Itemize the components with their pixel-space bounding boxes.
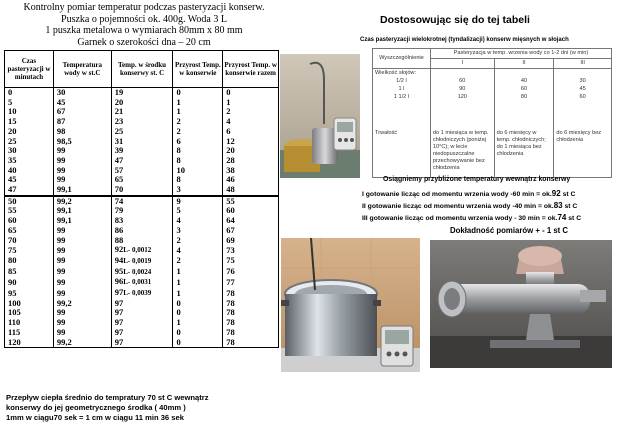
cell-value: 12 [226, 135, 235, 146]
cell-value: 65 [8, 224, 17, 235]
cell-increase [173, 267, 223, 278]
cell-value: 99,2 [56, 336, 72, 347]
cell-value: 1 [176, 106, 181, 117]
lethality-value: L- 0,0012 [123, 246, 152, 255]
table-row [5, 117, 279, 127]
table-row [5, 318, 279, 328]
val-2-1: 90 [459, 86, 466, 92]
table-row [5, 236, 279, 246]
cell-value: 95 [8, 287, 17, 298]
table-row [5, 185, 279, 196]
cell-value: 97 [114, 336, 124, 347]
cell-value: 67 [56, 106, 66, 117]
cell-value: 99 [56, 317, 66, 328]
measurement-accuracy: Dokładność pomiarów + - 1 st C [450, 226, 569, 235]
table-row [5, 88, 279, 98]
cell-value: 25 [8, 135, 17, 146]
cell-value: 60 [226, 205, 235, 216]
cell-value: 0 [176, 297, 181, 308]
header-line-4: Garnek o szerokości dna – 20 cm [77, 36, 211, 48]
cell-time [5, 256, 54, 267]
cell-value: 99,1 [56, 205, 72, 216]
size-3: 1 1/2 l [393, 94, 410, 100]
size-1: 1/2 l [396, 78, 407, 84]
cell-value: 0 [226, 87, 231, 97]
size-label: Wielkość słojów: [375, 70, 417, 76]
table-row [5, 245, 279, 256]
cell-time [5, 185, 54, 196]
cell-value: 78 [226, 307, 235, 318]
val-2-3: 45 [579, 86, 586, 92]
table-row [5, 196, 279, 207]
table-row [5, 299, 279, 309]
cell-value: 74 [114, 195, 124, 206]
header-line-3: 1 puszka metalowa o wymiarach 80mm x 80 mm [45, 25, 243, 36]
result-3-roman: III [362, 215, 368, 222]
cell-value: 75 [8, 244, 17, 255]
cell-value: 20 [8, 125, 17, 136]
result-3-unit: st C [566, 215, 582, 222]
table-row [5, 206, 279, 216]
cell-value: 99 [56, 174, 66, 185]
results-title: Osiągniemy przybliżone temperatury wewnątrz konserwy [383, 176, 571, 183]
table-row [5, 226, 279, 236]
cell-value: 99,1 [56, 184, 72, 195]
cell-value: 48 [226, 184, 235, 195]
cell-value: 6 [226, 125, 231, 136]
note-line-1: Przepływ ciepła średnio do tempratury 70 st C wewnątrz [6, 393, 209, 402]
cell-value: 30 [8, 145, 17, 156]
cell-value: 46 [226, 174, 235, 185]
table-row [5, 338, 279, 348]
cell-value: 115 [8, 326, 21, 337]
table-row [5, 328, 279, 338]
cell-value: 45 [56, 96, 66, 107]
cell-increase-total [223, 277, 279, 288]
roman-3: III [554, 59, 612, 69]
table-row [5, 137, 279, 147]
cell-value: 20 [114, 96, 124, 107]
cell-value: 80 [8, 255, 17, 266]
cell-value: 94 [114, 254, 124, 265]
photo-pot-on-stove [281, 238, 420, 372]
cell-value: 65 [114, 174, 124, 185]
cell-value: 99 [56, 255, 66, 266]
cell-value: 99 [56, 154, 66, 165]
result-1-unit: st C [560, 191, 576, 198]
table-row [5, 107, 279, 117]
col-label: Wyszczególnienie [373, 49, 431, 69]
cell-value: 4 [226, 116, 231, 127]
cell-value: 5 [8, 96, 13, 107]
cell-value: 8 [176, 145, 181, 156]
table-row [5, 256, 279, 267]
cell-value: 86 [114, 224, 124, 235]
sizes-col-2 [494, 69, 554, 130]
cell-value: 120 [8, 336, 21, 347]
table-row [5, 288, 279, 299]
cell-increase [173, 185, 223, 196]
cell-value: 2 [176, 255, 181, 266]
cell-increase-total [223, 245, 279, 256]
roman-1: I [430, 59, 494, 69]
table-row [5, 267, 279, 278]
right-subtitle: Czas pasteryzacji wielokrotnej (tyndalizacji) konserw mięsnych w słojach [360, 37, 569, 43]
cell-value: 40 [8, 164, 17, 175]
sizes-col-1 [430, 69, 494, 130]
table-row [5, 216, 279, 226]
cell-value: 3 [176, 184, 181, 195]
col-time-header: Czas pasteryzacji w minutach [5, 51, 54, 88]
note-line-3: 1mm w ciągu70 sek = 1 cm w ciągu 11 min 36 sek [6, 413, 184, 422]
col-water-temp-header: Temperatura wody w st.C [53, 51, 111, 88]
cell-value: 90 [8, 276, 17, 287]
cell-value: 70 [114, 184, 124, 195]
cell-value: 99 [56, 164, 66, 175]
cell-value: 88 [114, 234, 124, 245]
table-row [5, 146, 279, 156]
cell-value: 38 [226, 164, 235, 175]
cell-value: 28 [226, 154, 235, 165]
col-increase-total-header: Przyrost Temp. w konserwie razem [223, 51, 279, 88]
cell-time [5, 338, 54, 348]
cell-value: 64 [226, 215, 235, 226]
cell-value: 78 [226, 336, 235, 347]
cell-increase-total [223, 117, 279, 127]
cell-value: 0 [8, 87, 13, 97]
cell-value: 77 [226, 276, 235, 287]
cell-value: 99 [56, 145, 66, 156]
result-row-2 [362, 201, 577, 210]
cell-increase [173, 245, 223, 256]
cell-value: 47 [114, 154, 124, 165]
cell-increase-total [223, 256, 279, 267]
result-1-text: gotowanie licząc od momentu wrzenia wody -60 min = ok. [363, 191, 552, 198]
cell-increase-total [223, 185, 279, 196]
cell-value: 2 [176, 125, 181, 136]
cell-time [5, 277, 54, 288]
cell-value: 83 [114, 215, 124, 226]
cell-water-temp [53, 245, 111, 256]
cell-value: 4 [176, 215, 181, 226]
cell-inner-temp [111, 338, 173, 348]
result-3-value: 74 [557, 213, 567, 222]
val-1-3: 30 [579, 78, 586, 84]
cell-value: 78 [226, 287, 235, 298]
cell-value: 73 [226, 244, 235, 255]
table-row [5, 308, 279, 318]
trwalosc-3: do 6 miesięcy bez chłodzenia [554, 129, 612, 178]
cell-value: 85 [8, 266, 17, 277]
table-row [5, 166, 279, 176]
cell-time [5, 245, 54, 256]
cell-value: 78 [226, 326, 235, 337]
cell-value: 30 [56, 87, 66, 97]
cell-value: 47 [8, 184, 17, 195]
cell-value: 99,2 [56, 195, 72, 206]
cell-value: 1 [226, 96, 231, 107]
note-line-2: konserwy do jej geometrycznego środka ( 40mm ) [6, 403, 186, 412]
cell-value: 39 [114, 145, 124, 156]
cell-value: 98 [56, 125, 66, 136]
cell-time [5, 267, 54, 278]
cell-value: 97 [114, 317, 124, 328]
result-3-text: gotowanie licząc od momentu wrzenia wody - 30 min = ok. [367, 215, 558, 222]
cell-value: 31 [114, 135, 124, 146]
cell-increase-total [223, 107, 279, 117]
cell-increase-total [223, 98, 279, 108]
cell-increase-total [223, 267, 279, 278]
span-label: Pasteryzacja w temp. wrzenia wody co 1-2 dni (w min) [430, 49, 611, 59]
cell-value: 96 [114, 276, 124, 287]
cell-value: 50 [8, 195, 17, 206]
col-increase-header: Przyrost Temp. w konserwie [173, 51, 223, 88]
cell-value: 1 [176, 317, 181, 328]
cell-value: 99 [56, 287, 66, 298]
table-row [5, 277, 279, 288]
temperature-table [4, 50, 279, 348]
cell-value: 99 [56, 326, 66, 337]
cell-value: 97 [114, 307, 124, 318]
col-inner-temp-header: Temp. w środku konserwy st. C [111, 51, 173, 88]
cell-value: 0 [176, 326, 181, 337]
cell-value: 0 [176, 87, 181, 97]
result-row-1 [362, 189, 575, 198]
cell-value: 69 [226, 234, 235, 245]
result-1-roman: I [362, 191, 364, 198]
cell-value: 1 [176, 287, 181, 298]
size-2: 1 l [398, 86, 405, 92]
result-2-text: gotowanie licząc od momentu wrzenia wody -40 min = ok. [365, 203, 554, 210]
cell-value: 0 [176, 336, 181, 347]
cell-value: 67 [226, 224, 235, 235]
cell-increase [173, 256, 223, 267]
trwalosc-2: do 6 miesięcy w temp. chłodniczych; do 1 miesiąca bez chłodzenia [494, 129, 554, 178]
cell-value: 55 [8, 205, 17, 216]
cell-value: 100 [8, 297, 21, 308]
header-line-1: Kontrolny pomiar temperatur podczas pasteryzacji konserw. [23, 2, 265, 13]
cell-increase [173, 277, 223, 288]
cell-value: 9 [176, 195, 181, 206]
cell-value: 75 [226, 255, 235, 266]
cell-water-temp [53, 338, 111, 348]
cell-water-temp [53, 185, 111, 196]
cell-value: 92 [114, 244, 124, 255]
cell-value: 10 [176, 164, 185, 175]
cell-value: 78 [226, 317, 235, 328]
cell-value: 97 [114, 326, 124, 337]
cell-increase-total [223, 338, 279, 348]
cell-value: 1 [176, 96, 181, 107]
cell-value: 99 [56, 244, 66, 255]
cell-value: 78 [226, 297, 235, 308]
cell-value: 5 [176, 205, 181, 216]
result-2-unit: st C [562, 203, 578, 210]
cell-value: 19 [114, 87, 124, 97]
cell-water-temp [53, 267, 111, 278]
page-header [6, 2, 282, 48]
roman-2: II [494, 59, 554, 69]
val-3-2: 80 [520, 94, 528, 100]
table-row [5, 175, 279, 185]
heat-flow-note [6, 393, 281, 423]
cell-value: 1 [176, 276, 181, 287]
cell-value: 8 [176, 154, 181, 165]
cell-value: 60 [8, 215, 17, 226]
cell-value: 20 [226, 145, 235, 156]
cell-value: 99 [56, 266, 66, 277]
val-2-2: 60 [520, 86, 528, 92]
cell-value: 0 [176, 307, 181, 318]
cell-value: 1 [176, 266, 181, 277]
sizes-col-3 [554, 69, 612, 130]
sizes-cell [373, 69, 431, 130]
cell-value: 57 [114, 164, 124, 175]
cell-value: 10 [8, 106, 17, 117]
val-3-1: 120 [457, 94, 467, 100]
cell-value: 99,2 [56, 297, 72, 308]
lethality-value: L- 0,0019 [123, 256, 152, 265]
tyndalization-table [372, 48, 612, 178]
cell-value: 21 [114, 106, 124, 117]
result-row-3 [362, 213, 581, 222]
cell-value: 2 [176, 234, 181, 245]
cell-value: 2 [226, 106, 231, 117]
lethality-value: L- 0,0024 [123, 267, 152, 276]
val-1-1: 60 [459, 78, 466, 84]
cell-value: 55 [226, 195, 235, 206]
lethality-value: L- 0,0039 [123, 289, 152, 298]
result-2-roman: II [362, 203, 366, 210]
cell-value: 3 [176, 224, 181, 235]
lethality-value: L- 0,0031 [123, 278, 152, 287]
trwalosc-1: do 1 miesiąca w temp. chłodniczych (poniżej 10°C); w lecie niedopuszczalne przechowywanie bez chłodzenia [430, 129, 494, 178]
table-row [5, 156, 279, 166]
cell-value: 99 [56, 307, 66, 318]
cell-value: 110 [8, 317, 21, 328]
cell-value: 76 [226, 266, 235, 277]
cell-value: 15 [8, 116, 17, 127]
cell-value: 8 [176, 174, 181, 185]
cell-value: 4 [176, 244, 181, 255]
cell-increase-total [223, 88, 279, 98]
cell-value: 70 [8, 234, 17, 245]
cell-value: 6 [176, 135, 181, 146]
cell-water-temp [53, 256, 111, 267]
cell-value: 25 [114, 125, 124, 136]
cell-value: 97 [114, 287, 124, 298]
val-1-2: 40 [520, 78, 528, 84]
trwalosc-label: Trwałość [373, 129, 431, 178]
right-title: Dostosowując się do tej tabeli [380, 14, 530, 26]
table-row [5, 127, 279, 137]
cell-value: 105 [8, 307, 21, 318]
cell-value: 99 [56, 234, 66, 245]
photo-thermometer-jar [280, 54, 360, 178]
cell-value: 95 [114, 265, 124, 276]
photo-meat-grinder [430, 240, 612, 368]
result-1-value: 92 [551, 189, 561, 198]
cell-value: 98,5 [56, 135, 72, 146]
cell-water-temp [53, 277, 111, 288]
cell-value: 87 [56, 116, 66, 127]
cell-increase [173, 338, 223, 348]
cell-value: 99 [56, 224, 66, 235]
table-row [5, 98, 279, 108]
cell-value: 35 [8, 154, 17, 165]
cell-value: 97 [114, 297, 124, 308]
cell-value: 23 [114, 116, 124, 127]
val-3-3: 60 [579, 94, 586, 100]
cell-value: 99,1 [56, 215, 72, 226]
result-2-value: 83 [553, 201, 563, 210]
cell-value: 79 [114, 205, 124, 216]
cell-value: 99 [56, 276, 66, 287]
cell-inner-temp [111, 185, 173, 196]
header-line-2: Puszka o pojemności ok. 400g. Woda 3 L [61, 13, 227, 25]
cell-value: 2 [176, 116, 181, 127]
cell-value: 45 [8, 174, 17, 185]
